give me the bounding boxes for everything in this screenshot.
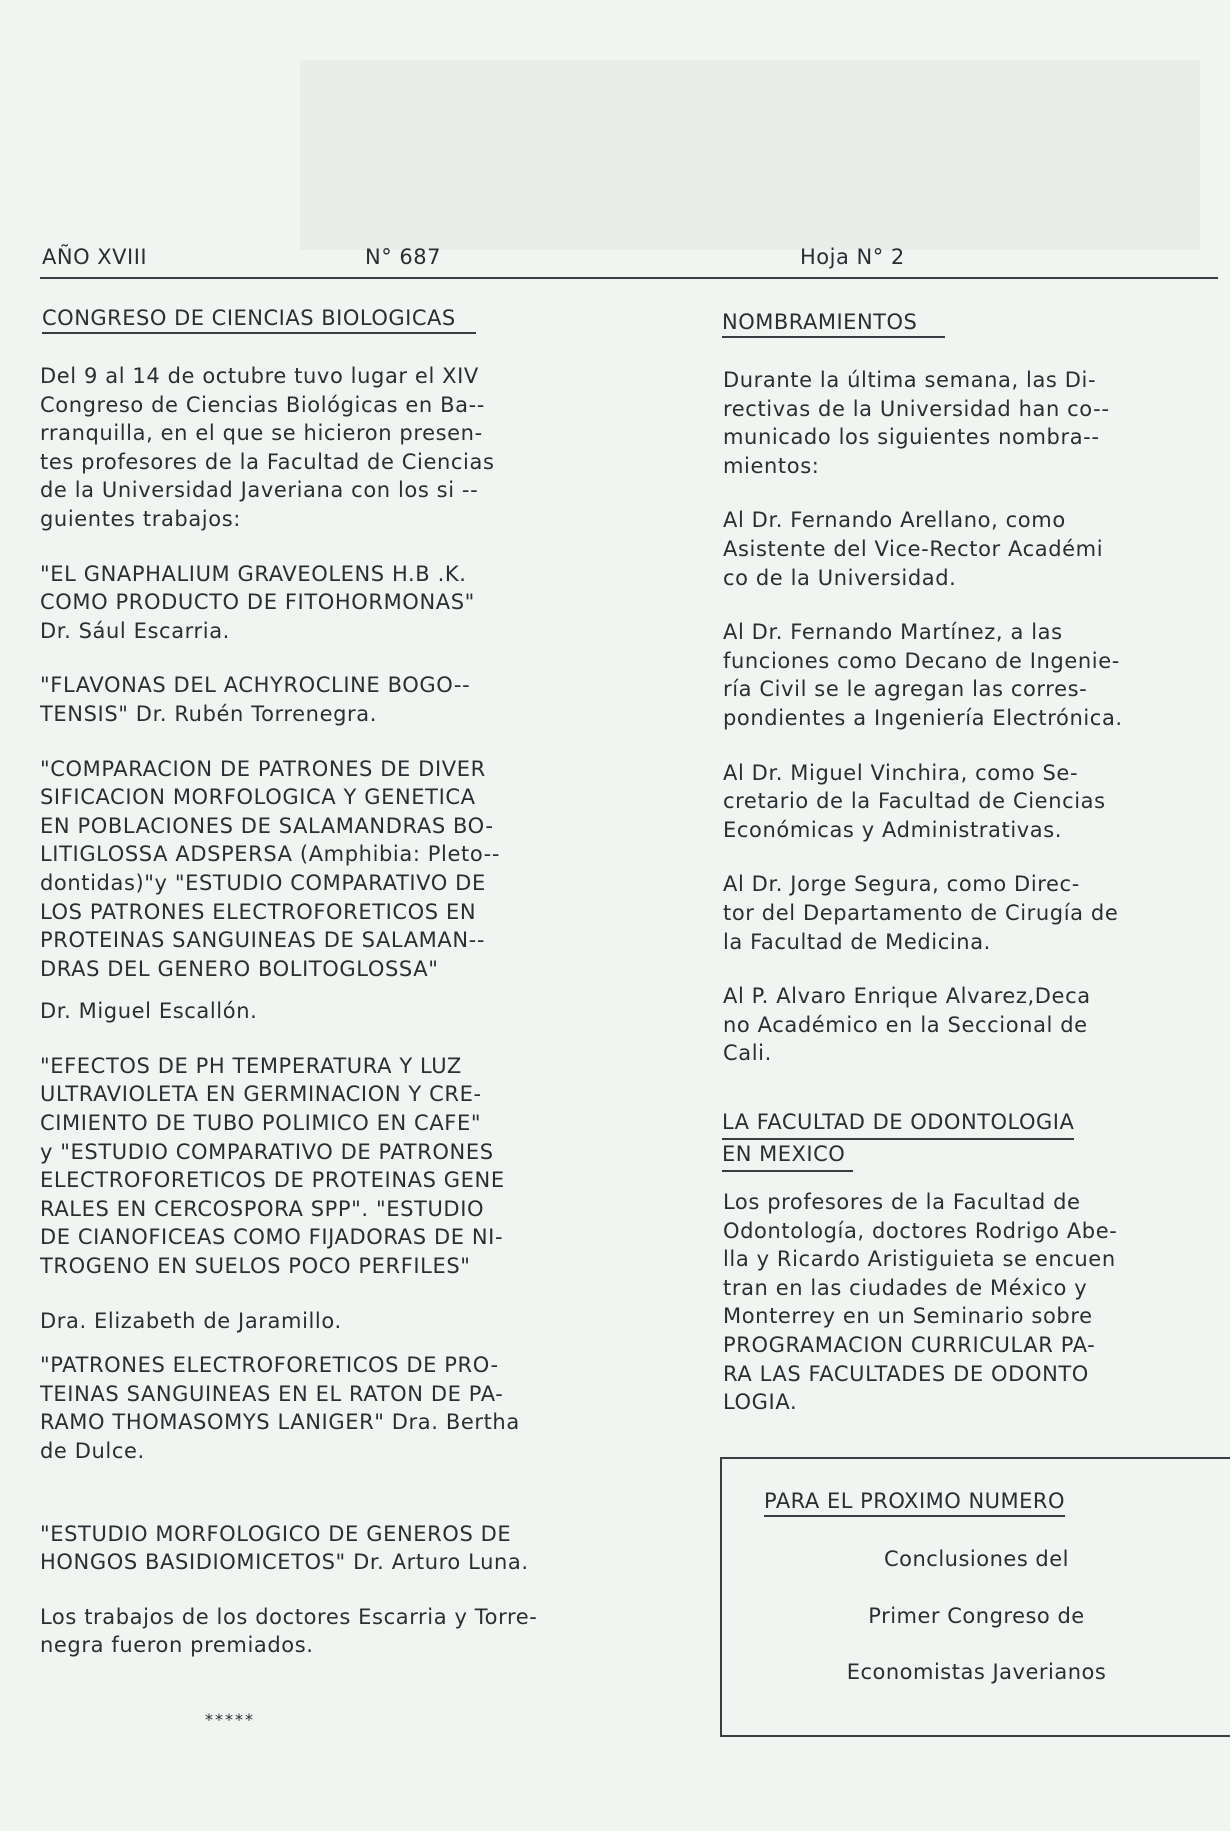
section-title-nombramientos: [722, 310, 945, 338]
work-raton-paramo: "PATRONES ELECTROFORETICOS DE PRO- TEINAS SANGUINEAS EN EL RATON DE PA- RAMO THOMASOMYS LANIGER" Dra. Bertha de Dulce.: [40, 1353, 520, 1463]
work-flavonas: "FLAVONAS DEL ACHYROCLINE BOGO-- TENSIS" Dr. Rubén Torrenegra.: [40, 673, 471, 726]
end-stars: *****: [205, 1710, 255, 1729]
work-gnaphalium: "EL GNAPHALIUM GRAVEOLENS H.B .K. COMO PRODUCTO DE FITOHORMONAS" Dr. Sául Escarria.: [40, 561, 475, 643]
bleed-through-shading: [300, 60, 1200, 250]
appointment-alvarez: Al P. Alvaro Enrique Alvarez,Deca no Académico en la Seccional de Cali.: [723, 984, 1091, 1066]
odontologia-title-line2: EN MEXICO: [722, 1140, 853, 1172]
odontologia-body: [723, 1188, 1213, 1443]
header-sheet: Hoja N° 2: [800, 245, 905, 269]
section-title-congreso: [42, 306, 476, 334]
odontologia-paragraph: Los profesores de la Facultad de Odontología, doctores Rodrigo Abe- lla y Ricardo Aristiguieta se encuen tran en las ciudades de México y Monterrey en un Seminario sobre PROGRAMACION CURRICULAR PA- RA LAS FACULTADES DE ODONTO LOGIA.: [723, 1190, 1118, 1415]
next-issue-line3: Economistas Javerianos: [846, 1660, 1107, 1684]
header-number: N° 687: [365, 245, 441, 269]
congreso-intro: Del 9 al 14 de octubre tuvo lugar el XIV Congreso de Ciencias Biológicas en Ba-- rranquilla, en el que se hicieron presen- tes profesores de la Facultad de Ciencias de la Universidad Javeriana con los si -- guientes trabajos:: [40, 364, 495, 531]
author-escallon: Dr. Miguel Escallón.: [40, 999, 258, 1024]
congreso-title-text: CONGRESO DE CIENCIAS BIOLOGICAS: [42, 306, 476, 334]
appointment-vinchira: Al Dr. Miguel Vinchira, como Se- cretario de la Facultad de Ciencias Económicas y Administrativas.: [723, 760, 1106, 842]
work-patrones-salamandras: "COMPARACION DE PATRONES DE DIVER SIFICACION MORFOLOGICA Y GENETICA EN POBLACIONES DE SALAMANDRAS BO- LITIGLOSSA ADSPERSA (Amphibia: Pleto-- dontidas)"y "ESTUDIO COMPARATIVO DE LOS PATRONES ELECTROFORETICOS EN PROTEINAS SANGUINEAS DE SALAMAN-- DRAS DEL GENERO BOLITOGLOSSA": [40, 756, 501, 981]
header-year: AÑO XVIII: [42, 245, 148, 269]
right-column: [723, 366, 1213, 1094]
section-title-odontologia: [722, 1108, 1074, 1172]
next-issue-line2: Primer Congreso de: [868, 1604, 1085, 1628]
odontologia-title-line1: LA FACULTAD DE ODONTOLOGIA: [722, 1108, 1074, 1140]
next-issue-line1: Conclusiones del: [883, 1547, 1070, 1571]
header-rule: [40, 277, 1218, 279]
author-jaramillo: Dra. Elizabeth de Jaramillo.: [40, 1308, 342, 1333]
next-issue-box: [720, 1457, 1230, 1737]
work-hongos: "ESTUDIO MORFOLOGICO DE GENEROS DE HONGOS BASIDIOMICETOS" Dr. Arturo Luna.: [40, 1521, 529, 1575]
appointment-segura: Al Dr. Jorge Segura, como Direc- tor del Departamento de Cirugía de la Facultad de Medicina.: [723, 872, 1119, 954]
nombramientos-title-text: NOMBRAMIENTOS: [722, 310, 945, 338]
appointment-arellano: Al Dr. Fernando Arellano, como Asistente del Vice-Rector Académi co de la Universidad.: [723, 508, 1104, 590]
appointment-martinez: Al Dr. Fernando Martínez, a las funciones como Decano de Ingenie- ría Civil se le agregan las corres- pondientes a Ingeniería Electrónica.: [723, 620, 1123, 730]
awards-note: Los trabajos de los doctores Escarria y Torre- negra fueron premiados.: [40, 1604, 538, 1658]
next-issue-title: PARA EL PROXIMO NUMERO: [764, 1489, 1065, 1517]
work-efectos-ph: "EFECTOS DE PH TEMPERATURA Y LUZ ULTRAVIOLETA EN GERMINACION Y CRE- CIMIENTO DE TUBO POLIMICO EN CAFE" y "ESTUDIO COMPARATIVO DE PATRONES ELECTROFORETICOS DE PROTEINAS GENE RALES EN CERCOSPORA SPP". "ESTUDIO DE CIANOFICEAS COMO FIJADORAS DE NI- TROGENO EN SUELOS POCO PERFILES": [40, 1053, 505, 1279]
nombramientos-intro: Durante la última semana, las Di- rectivas de la Universidad han co-- municado los siguientes nombra-- mientos:: [723, 368, 1110, 478]
left-column: [40, 362, 680, 1686]
